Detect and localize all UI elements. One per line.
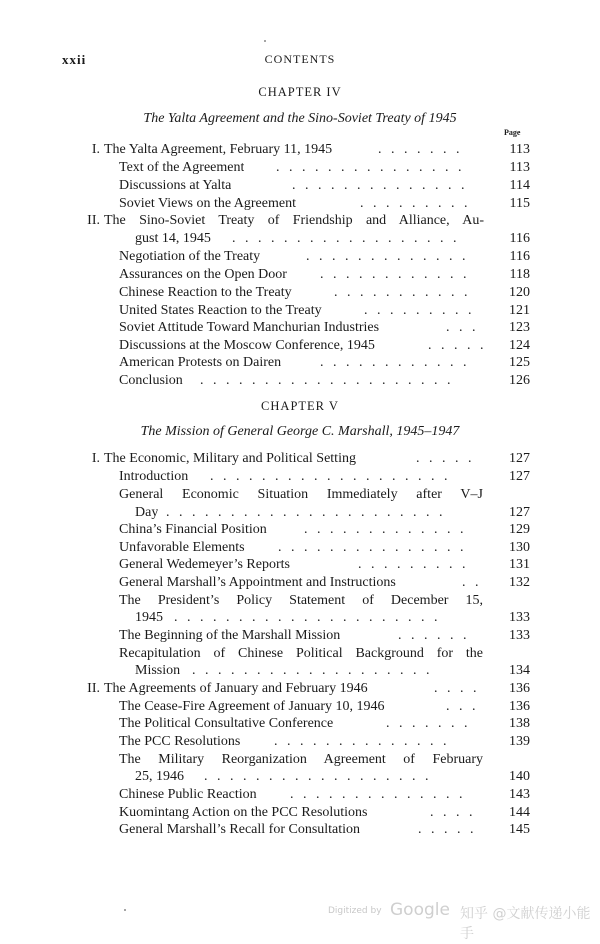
toc-entry: gust 14, 1945 . . . . . . . . . . . . . . . . . . 116 bbox=[135, 231, 530, 246]
dust-speck bbox=[124, 909, 126, 911]
toc-entry: 25, 1946 . . . . . . . . . . . . . . . . . . 140 bbox=[135, 769, 530, 784]
toc-entry: Introduction . . . . . . . . . . . . . . . . . . . 127 bbox=[119, 469, 530, 484]
chapter-4-label: CHAPTER IV bbox=[258, 85, 342, 99]
chapter-5-label: CHAPTER V bbox=[261, 399, 339, 413]
toc-entry: United States Reaction to the Treaty . . . . . . . . . 121 bbox=[119, 303, 530, 318]
toc-entry: Soviet Views on the Agreement . . . . . . . . . 115 bbox=[119, 196, 530, 211]
page-column-label: Page bbox=[504, 128, 521, 137]
toc-entry: Negotiation of the Treaty . . . . . . . . . . . . . 116 bbox=[119, 249, 530, 264]
toc-entry: II. The Agreements of January and February 1946 . . . . 136 bbox=[87, 681, 530, 696]
toc-entry: Soviet Attitude Toward Manchurian Industries . . . 123 bbox=[119, 320, 530, 335]
toc-entry: Mission . . . . . . . . . . . . . . . . . . . 134 bbox=[135, 663, 530, 678]
toc-entry: Recapitulation of Chinese Political Background for the bbox=[119, 646, 483, 661]
toc-entry: 1945 . . . . . . . . . . . . . . . . . . . . . 133 bbox=[135, 610, 530, 625]
zhihu-watermark: 知乎 @文献传递小能手 bbox=[460, 906, 591, 942]
toc-entry: Unfavorable Elements . . . . . . . . . . . . . . . 130 bbox=[119, 540, 530, 555]
toc-entry: General Economic Situation Immediately after V–J bbox=[119, 487, 483, 502]
toc-entry: American Protests on Dairen . . . . . . . . . . . . 125 bbox=[119, 355, 530, 370]
toc-entry: General Wedemeyer’s Reports . . . . . . . . . 131 bbox=[119, 557, 530, 572]
digitized-by-watermark: Digitized by bbox=[328, 906, 382, 916]
toc-entry: Discussions at the Moscow Conference, 1945 . . . . . 124 bbox=[119, 338, 530, 353]
toc-entry: The President’s Policy Statement of December 15, bbox=[119, 593, 483, 608]
toc-entry: General Marshall’s Appointment and Instructions . . 132 bbox=[119, 575, 530, 590]
toc-entry: Conclusion . . . . . . . . . . . . . . . . . . . . 126 bbox=[119, 373, 530, 388]
toc-entry: The PCC Resolutions . . . . . . . . . . . . . . 139 bbox=[119, 734, 530, 749]
toc-entry: Chinese Public Reaction . . . . . . . . . . . . . . 143 bbox=[119, 787, 530, 802]
toc-entry: Assurances on the Open Door . . . . . . . . . . . . 118 bbox=[119, 267, 530, 282]
toc-entry: Day . . . . . . . . . . . . . . . . . . . . . . 127 bbox=[135, 505, 530, 520]
dust-speck bbox=[264, 40, 266, 42]
toc-entry: The Beginning of the Marshall Mission . . . . . . 133 bbox=[119, 628, 530, 643]
toc-entry: I. The Economic, Military and Political Setting . . . . . 127 bbox=[91, 451, 530, 466]
toc-entry: The Cease-Fire Agreement of January 10, 1946 . . . 136 bbox=[119, 699, 530, 714]
toc-entry: The Political Consultative Conference . . . . . . . 138 bbox=[119, 716, 530, 731]
chapter-5-title: The Mission of General George C. Marshall, 1945–1947 bbox=[140, 424, 460, 439]
toc-entry: The Military Reorganization Agreement of February bbox=[119, 752, 483, 767]
toc-entry: Kuomintang Action on the PCC Resolutions . . . . 144 bbox=[119, 805, 530, 820]
toc-entry: China’s Financial Position . . . . . . . . . . . . . 129 bbox=[119, 522, 530, 537]
running-head: CONTENTS bbox=[264, 52, 336, 66]
toc-entry: I. The Yalta Agreement, February 11, 1945 . . . . . . . 113 bbox=[91, 142, 530, 157]
toc-entry: Discussions at Yalta . . . . . . . . . . . . . . 114 bbox=[119, 178, 530, 193]
toc-entry: Text of the Agreement . . . . . . . . . . . . . . . 113 bbox=[119, 160, 530, 175]
toc-entry: General Marshall’s Recall for Consultation . . . . . 145 bbox=[119, 822, 530, 837]
toc-entry: II. The Sino-Soviet Treaty of Friendship and Alliance, Au- bbox=[87, 213, 484, 228]
chapter-4-title: The Yalta Agreement and the Sino-Soviet Treaty of 1945 bbox=[143, 111, 457, 126]
page-number: xxii bbox=[62, 52, 87, 67]
google-watermark: Google bbox=[390, 900, 450, 920]
toc-entry: Chinese Reaction to the Treaty . . . . . . . . . . . 120 bbox=[119, 285, 530, 300]
